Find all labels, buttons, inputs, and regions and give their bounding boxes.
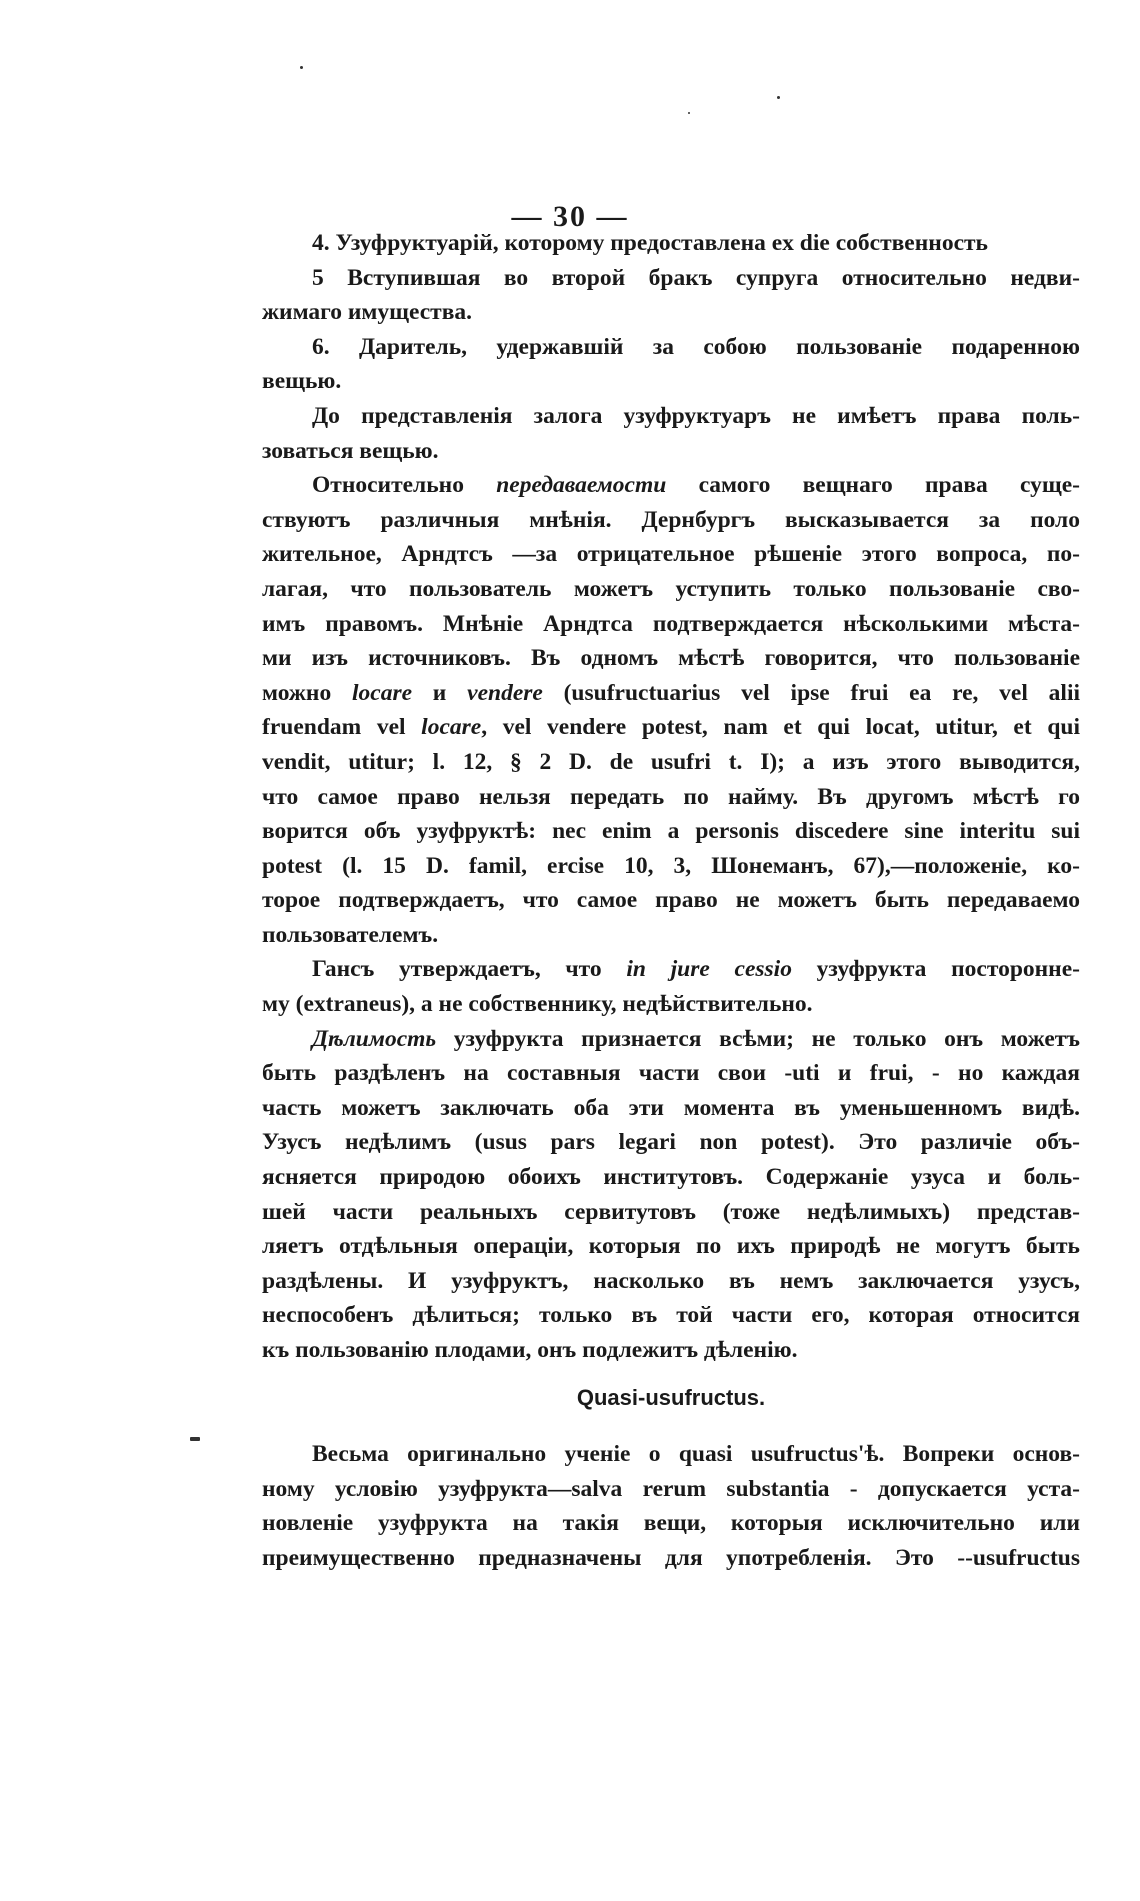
- text-line: ному условію узуфрукта—salva rerum substantia - допускается уста-: [262, 1475, 1080, 1502]
- text-line: До представленія залога узуфруктуаръ не имѣетъ права поль-: [312, 402, 1080, 429]
- text-line: му (extraneus), а не собственнику, недѣйствительно.: [262, 991, 813, 1018]
- text-line: жительное, Арндтсъ —за отрицательное рѣшеніе этого вопроса, по-: [262, 541, 1080, 568]
- text-line: [262, 952, 1080, 987]
- text-line: 4. Узуфруктуарій, которому предоставлена ex die собственность: [312, 230, 988, 256]
- text-line: къ пользованію плодами, онъ подлежитъ дѣленію.: [262, 1337, 798, 1363]
- emphasized-term: in jure cessio: [626, 956, 792, 983]
- text-line: ляетъ отдѣльныя операціи, которыя по ихъ природѣ не могутъ быть: [262, 1233, 1080, 1260]
- text-line: Весьма оригинально ученіе о quasi usufructus'ѣ. Вопреки основ-: [312, 1441, 1080, 1468]
- text-line: неспособенъ дѣлиться; только въ той части его, которая относится: [262, 1302, 1080, 1329]
- text-segment: узуфрукта признается всѣми; не только онъ можетъ: [436, 1025, 1080, 1052]
- section-heading: Quasi-usufructus.: [576, 1384, 766, 1410]
- scan-speck: [190, 1437, 200, 1441]
- text-segment: можно: [262, 679, 352, 706]
- text-line: жимаго имущества.: [262, 299, 473, 326]
- text-segment: (usufructuarius vel ipse frui ea re, vel alii: [542, 679, 1080, 706]
- text-line: [262, 468, 1080, 503]
- text-line: имъ правомъ. Мнѣніе Арндтса подтверждается нѣсколькими мѣста-: [262, 610, 1080, 637]
- text-segment: , vel vendere potest, nam et qui locat, utitur, et qui: [481, 714, 1080, 741]
- text-line: ствуютъ различныя мнѣнія. Дернбургъ высказывается за поло: [262, 506, 1080, 533]
- text-line: пользователемъ.: [262, 921, 439, 948]
- text-segment: и: [412, 679, 468, 706]
- text-line: [262, 710, 1080, 745]
- text-line: 5 Вступившая во второй бракъ супруга относительно недви-: [312, 264, 1080, 291]
- text-line: ми изъ источниковъ. Въ одномъ мѣстѣ говорится, что пользованіе: [262, 645, 1080, 672]
- text-line: шей части реальныхъ сервитутовъ (тоже недѣлимыхъ) представ-: [262, 1198, 1080, 1225]
- emphasized-term: передаваемости: [496, 472, 667, 499]
- text-line: преимущественно предназначены для употребленія. Это --usufructus: [262, 1544, 1080, 1571]
- body-text: [262, 226, 1080, 1576]
- text-segment: узуфрукта постороннe-: [791, 956, 1080, 983]
- text-segment: fruendam vel: [262, 714, 422, 741]
- text-line: [262, 1022, 1080, 1057]
- emphasized-term: Дѣлимость: [312, 1025, 437, 1052]
- text-line: быть раздѣленъ на составныя части свои -uti и frui, - но каждая: [262, 1060, 1080, 1087]
- scan-speck: [777, 96, 780, 99]
- text-line: вещью.: [262, 368, 342, 395]
- text-line: зоваться вещью.: [262, 437, 439, 464]
- text-line: vendit, utitur; l. 12, § 2 D. de usufri t. I); а изъ этого выводится,: [262, 748, 1080, 775]
- text-line: potest (l. 15 D. famil, ercise 10, 3, Шонеманъ, 67),—положеніе, ко-: [262, 852, 1080, 879]
- text-line: ясняется природою обоихъ институтовъ. Содержаніе узуса и боль-: [262, 1164, 1080, 1191]
- text-line: лагая, что пользователь можетъ уступить только пользованіе сво-: [262, 575, 1080, 602]
- text-line: 6. Даритель, удержавшій за собою пользованіе подаренною: [312, 333, 1080, 360]
- main-text-block: [262, 226, 1080, 1368]
- text-line: [262, 676, 1080, 711]
- text-line: Узусъ недѣлимъ (usus pars legari non potest). Это различіе объ-: [262, 1129, 1080, 1156]
- text-line: новленіе узуфрукта на такія вещи, которыя исключительно или: [262, 1510, 1080, 1537]
- emphasized-term: vendere: [467, 679, 543, 706]
- text-line: торое подтверждаетъ, что самое право не можетъ быть передаваемо: [262, 887, 1080, 914]
- section-text-block: [262, 1437, 1080, 1575]
- text-segment: Относительно: [312, 472, 497, 499]
- text-line: раздѣлены. И узуфруктъ, насколько въ немъ заключается узусъ,: [262, 1267, 1080, 1294]
- text-line: часть можетъ заключать оба эти момента въ уменьшенномъ видѣ.: [262, 1094, 1080, 1121]
- page-number: — 30 —: [511, 200, 629, 233]
- text-line: что самое право нельзя передать по найму. Въ другомъ мѣстѣ го: [262, 783, 1080, 810]
- emphasized-term: locare: [351, 679, 413, 706]
- text-segment: Гансъ утверждаетъ, что: [312, 956, 627, 983]
- scan-speck: [688, 112, 690, 114]
- emphasized-term: locare: [421, 714, 482, 741]
- scan-speck: [300, 66, 303, 69]
- text-line: ворится объ узуфруктѣ: nec enim a personis discedere sine interitu sui: [262, 818, 1080, 845]
- text-segment: самого вещнаго права суще-: [666, 472, 1080, 499]
